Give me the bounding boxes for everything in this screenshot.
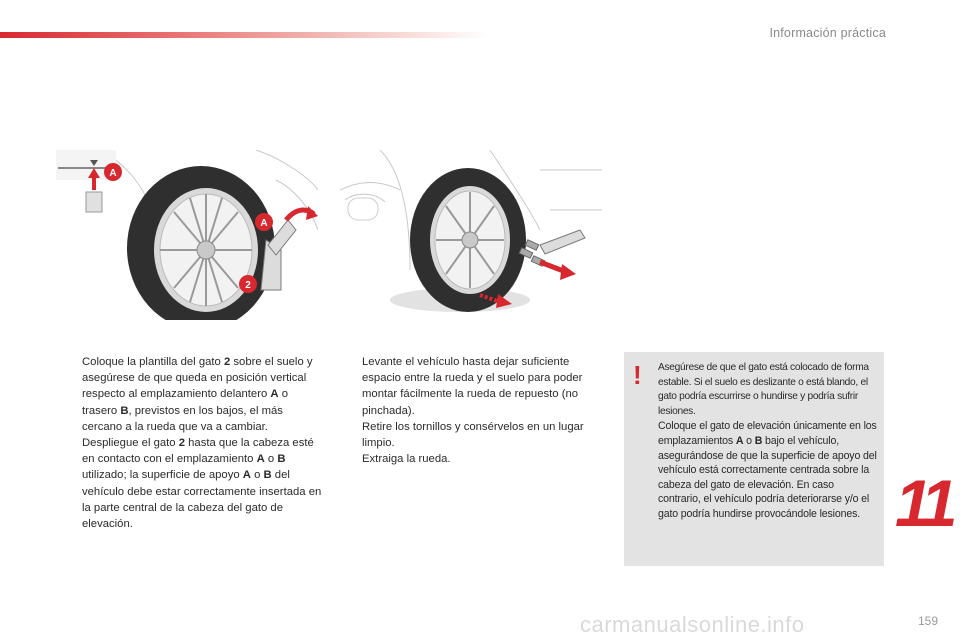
figure-label-a-1: A [109,168,117,179]
watermark: carmanualsonline.info [580,612,805,637]
instruction-step: Levante el vehículo hasta dejar suficiente espacio entre la rueda y el suelo para poder montar fácilmente la rueda de repuesto (no pinchada). [362,356,583,417]
instructions-column-2 [342,354,597,467]
illustration-jack-placement [56,150,318,320]
instructions-column-1 [62,354,324,532]
page-number: 159 [917,614,938,628]
instruction-step: Retire los tornillos y consérvelos en un lugar limpio. [362,420,584,450]
chapter-number: 11 [895,466,952,540]
warning-paragraph-2: Coloque el gato de elevación únicamente en los emplazamientos A o B bajo el vehículo, asegurándose de que la superficie de apoyo del vehículo está correctamente centrada sobre la cabeza del gato de elevación. En caso contrario, el vehículo podría deteriorarse y/o el gato podría hundirse provocándole lesiones. [658,420,877,520]
warning-exclamation-icon: ! [633,360,642,390]
instruction-step: Despliegue el gato 2 hasta que la cabeza esté en contacto con el emplazamiento A o B utilizado; la superficie de apoyo A o B del vehículo debe estar correctamente insertada en la parte central de la cabeza del gato de elevación. [82,437,322,531]
instruction-step: Extraiga la rueda. [362,453,451,466]
instruction-step: Coloque la plantilla del gato 2 sobre el suelo y asegúrese de que queda en posición vertical respecto al emplazamiento delantero A o trasero B, previstos en los bajos, el más cercano a la rueda que va a cambiar. [82,356,313,433]
illustration-remove-wheel [340,150,602,320]
header-accent-bar [0,32,490,38]
warning-box [624,352,884,566]
figure-label-2: 2 [245,280,251,291]
figure-label-a-2: A [260,218,268,229]
warning-paragraph-1: Asegúrese de que el gato está colocado de forma estable. Si el suelo es deslizante o está blando, el gato podría escurrirse o hundirse y podría sufrir lesiones. [658,362,869,417]
section-title: Información práctica [769,26,886,40]
